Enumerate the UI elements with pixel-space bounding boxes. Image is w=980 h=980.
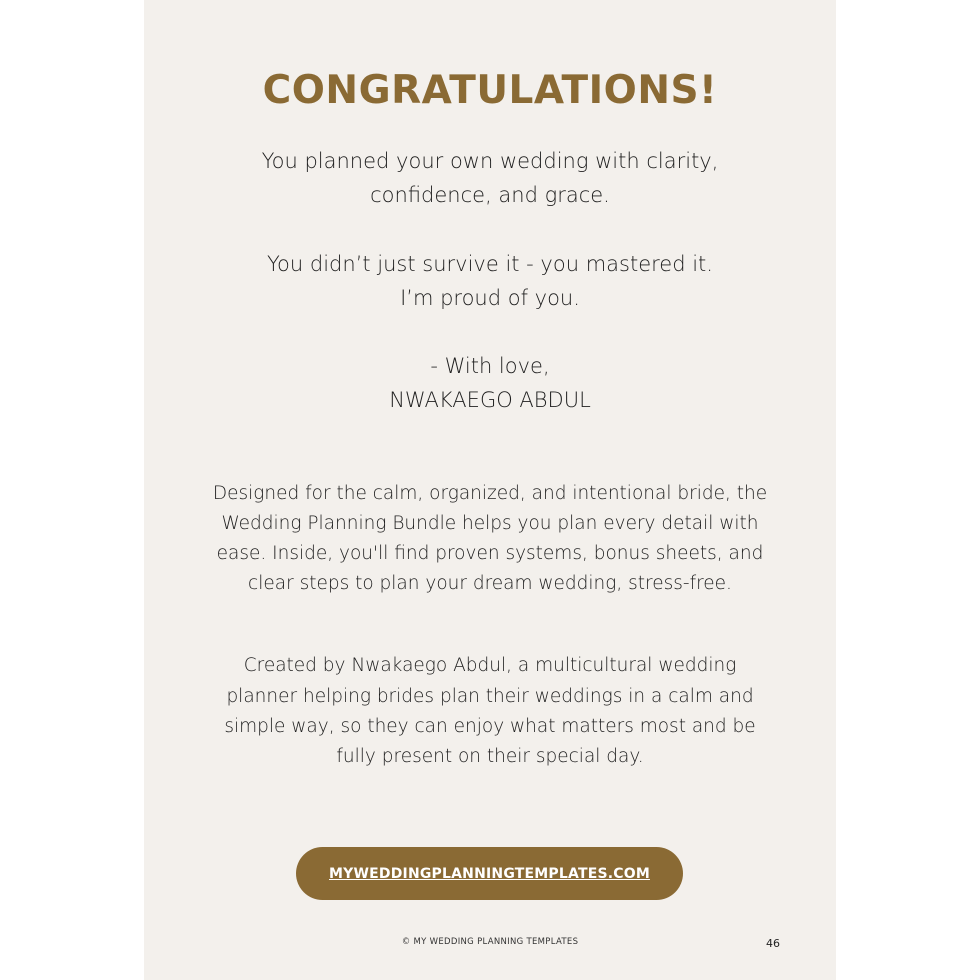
website-link-button[interactable]	[296, 847, 683, 900]
bundle-description-line: Wedding Planning Bundle helps you plan every detail with	[221, 513, 759, 534]
bundle-description-line: ease. Inside, you'll find proven systems, bonus sheets, and	[216, 543, 764, 564]
bundle-description-line: Designed for the calm, organized, and intentional bride, the	[212, 483, 768, 504]
message-line: confidence, and grace.	[370, 183, 610, 207]
author-name: NWAKAEGO ABDUL	[389, 388, 591, 412]
message-line: You didn’t just survive it - you mastered it.	[267, 252, 713, 276]
message-line: I’m proud of you.	[400, 286, 580, 310]
creator-description-line: fully present on their special day.	[336, 746, 644, 767]
document-page	[144, 0, 836, 980]
footer-copyright: © MY WEDDING PLANNING TEMPLATES	[401, 937, 579, 947]
website-link-label: MYWEDDINGPLANNINGTEMPLATES.COM	[329, 865, 650, 882]
signoff-line: - With love,	[430, 354, 550, 378]
page-title: CONGRATULATIONS!	[262, 68, 718, 113]
page-number: 46	[766, 937, 780, 950]
message-line: You planned your own wedding with clarity,	[261, 149, 719, 173]
creator-description-line: simple way, so they can enjoy what matters most and be	[224, 716, 756, 737]
creator-description-line: planner helping brides plan their weddings in a calm and	[226, 686, 754, 707]
creator-description-line: Created by Nwakaego Abdul, a multicultural wedding	[243, 655, 737, 676]
bundle-description-line: clear steps to plan your dream wedding, stress-free.	[248, 573, 732, 594]
